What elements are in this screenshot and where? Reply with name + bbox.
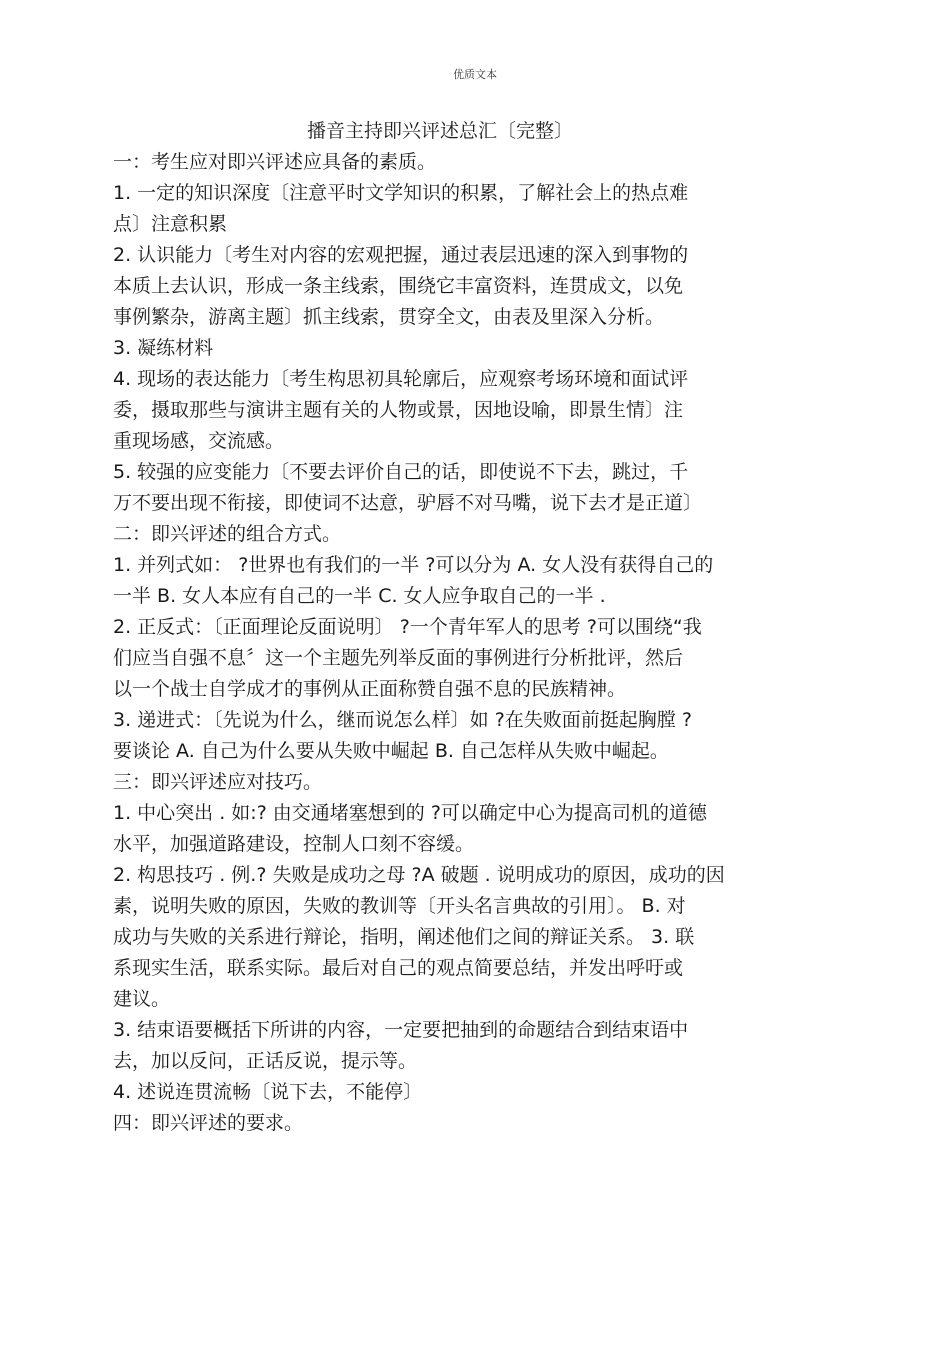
text-line: 去，加以反问，正话反说，提示等。	[113, 1050, 418, 1072]
text-line: 一半 B. 女人本应有自己的一半 C. 女人应争取自己的一半 .	[113, 585, 606, 607]
text-line: 素，说明失败的原因，失败的教训等〔开头名言典故的引用〕。 B. 对	[113, 895, 686, 917]
text-line: 二：即兴评述的组合方式。	[113, 523, 342, 545]
text-line: 们应当自强不息〞这一个主题先列举反面的事例进行分析批评，然后	[113, 647, 684, 669]
text-line: 四：即兴评述的要求。	[113, 1112, 304, 1134]
header-tag: 优质文本	[453, 68, 497, 81]
text-line: 水平，加强道路建设，控制人口刻不容缓。	[113, 833, 475, 855]
text-line: 本质上去认识，形成一条主线索，围绕它丰富资料，连贯成文，以免	[113, 275, 684, 297]
text-line: 1. 并列式如： ?世界也有我们的一半 ?可以分为 A. 女人没有获得自己的	[113, 554, 714, 576]
text-line: 事例繁杂，游离主题〕抓主线索，贯穿全文，由表及里深入分析。	[113, 306, 665, 328]
text-line: 2. 认识能力〔考生对内容的宏观把握，通过表层迅速的深入到事物的	[113, 244, 689, 266]
text-line: 建议。	[113, 988, 171, 1010]
text-line: 重现场感，交流感。	[113, 430, 285, 452]
text-line: 点〕注意积累	[113, 213, 228, 235]
text-line: 3. 结束语要概括下所讲的内容，一定要把抽到的命题结合到结束语中	[113, 1019, 689, 1041]
text-line: 2. 正反式：〔正面理论反面说明〕 ?一个青年军人的思考 ?可以围绕“我	[113, 616, 702, 638]
text-line: 三：即兴评述应对技巧。	[113, 771, 323, 793]
text-line: 一：考生应对即兴评述应具备的素质。	[113, 151, 437, 173]
text-line: 2. 构思技巧 . 例.? 失败是成功之母 ?A 破题 . 说明成功的原因，成功的因	[113, 864, 725, 886]
text-line: 1. 中心突出 . 如:? 由交通堵塞想到的 ?可以确定中心为提高司机的道德	[113, 802, 707, 824]
document-title: 播音主持即兴评述总汇〔完整〕	[306, 120, 573, 142]
text-line: 4. 述说连贯流畅〔说下去，不能停〕	[113, 1081, 423, 1103]
text-line: 1. 一定的知识深度〔注意平时文学知识的积累，了解社会上的热点难	[113, 182, 689, 204]
text-line: 5. 较强的应变能力〔不要去评价自己的话，即使说不下去，跳过，千	[113, 461, 689, 483]
text-line: 系现实生活，联系实际。最后对自己的观点简要总结，并发出呼吁或	[113, 957, 684, 979]
text-line: 要谈论 A. 自己为什么要从失败中崛起 B. 自己怎样从失败中崛起。	[113, 740, 669, 762]
text-line: 3. 递进式：〔先说为什么，继而说怎么样〕如 ?在失败面前挺起胸膛 ?	[113, 709, 692, 731]
text-line: 4. 现场的表达能力〔考生构思初具轮廓后，应观察考场环境和面试评	[113, 368, 689, 390]
document-body	[113, 147, 838, 1139]
text-line: 万不要出现不衔接，即使词不达意，驴唇不对马嘴，说下去才是正道〕	[113, 492, 703, 514]
text-line: 3. 凝练材料	[113, 337, 214, 359]
text-line: 以一个战士自学成才的事例从正面称赞自强不息的民族精神。	[113, 678, 627, 700]
text-line: 成功与失败的关系进行辩论，指明，阐述他们之间的辩证关系。 3. 联	[113, 926, 695, 948]
text-line: 委，摄取那些与演讲主题有关的人物或景，因地设喻，即景生情〕注	[113, 399, 684, 421]
